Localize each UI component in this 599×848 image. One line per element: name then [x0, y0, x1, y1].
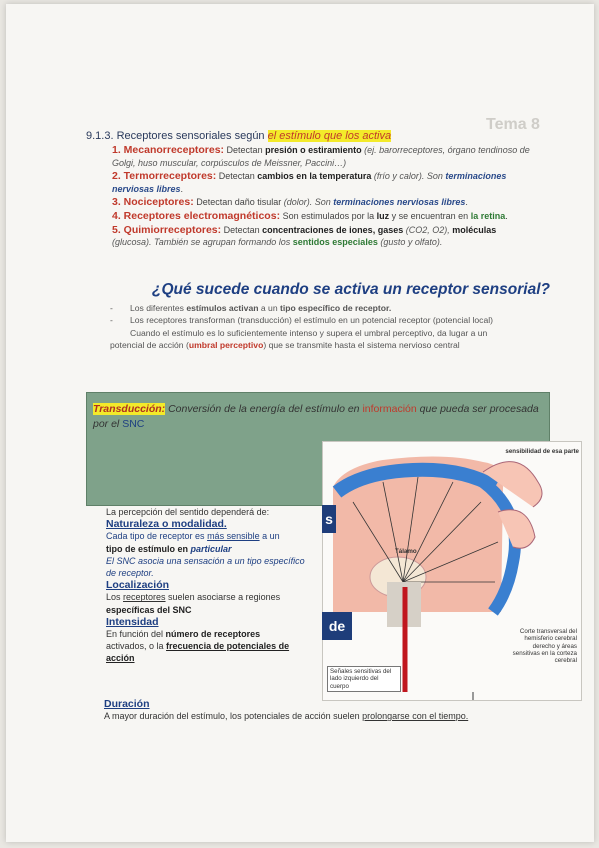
- duration-text: A mayor duración del estímulo, los potenciales de acción suelen prolongarse con el tiempo.: [104, 711, 469, 721]
- subheading-nature: Naturaleza o modalidad.: [106, 518, 227, 531]
- subheading-duration: Duración: [104, 698, 150, 710]
- bullet-list: [110, 302, 520, 351]
- letter-s-box: s: [322, 505, 336, 533]
- nature-note: El SNC asocia una sensación a un tipo específico de receptor.: [106, 555, 305, 579]
- list-item: 4. Receptores electromagnéticos: Son estimulados por la luz y se encuentran en la retina.: [112, 209, 508, 222]
- transduction-text: Transducción: Conversión de la energía del estímulo en información que pueda ser procesada por el SNC: [93, 403, 539, 430]
- perception-intro: La percepción del sentido dependerá de:: [106, 507, 270, 517]
- list-item: - Los receptores transforman (transducción) el estímulo en un potencial receptor (potencial local): [110, 315, 494, 326]
- section-title: 9.1.3. Receptores sensoriales según el estímulo que los activa: [86, 130, 392, 142]
- list-item: Cuando el estímulo es lo suficientemente intenso y supera el umbral perceptivo, da lugar a un potencial de acción (umbral perceptivo) que se transmite hasta el sistema nervioso central: [110, 327, 488, 350]
- receptor-list: [112, 144, 532, 250]
- question-heading: ¿Qué sucede cuando se activa un receptor sensorial?: [152, 281, 550, 298]
- figure-caption-bottom: Señales sensitivas del lado izquierdo del cuerpo: [327, 666, 401, 692]
- figure-caption-right: Corte transversal del hemisferio cerebral derecho y áreas sensitivas en la corteza cerebral: [512, 628, 577, 665]
- perception-section: La percepción del sentido dependerá de: Naturaleza o modalidad. Cada tipo de receptor es más sensible a un tipo de estímulo en particular El SNC asocia una sensación a un tipo específico de receptor. Localización Los receptores suelen asociarse a regiones específicas del SNC Intensidad En función del número de receptores activados, o la frecuencia de potenciales de acción: [106, 506, 316, 665]
- bleed-through-text: Tema 8: [486, 116, 540, 133]
- subheading-intensity: Intensidad: [106, 615, 159, 628]
- title-highlight: el estímulo que los activa: [267, 130, 392, 142]
- list-item: 1. Mecanorreceptores: Detectan presión o estiramiento (ej. barorreceptores, órgano tendinoso de Golgi, huso muscular, corpúsculos de Meissner, Paccini…): [112, 144, 530, 168]
- subheading-location: Localización: [106, 579, 170, 592]
- list-item: - Los diferentes estímulos activan a un tipo específico de receptor.: [110, 303, 392, 313]
- brain-figure: [322, 441, 582, 701]
- figure-label-top: sensibilidad de esa parte: [505, 448, 579, 455]
- letter-de-box: de: [322, 612, 352, 640]
- face-shape: [498, 510, 535, 548]
- list-item: 2. Termorreceptores: Detectan cambios en la temperatura (frío y calor). Son terminaciones nerviosas libres.: [112, 170, 507, 194]
- list-item: 3. Nociceptores: Detectan daño tisular (dolor). Son terminaciones nerviosas libres.: [112, 196, 468, 209]
- list-item: 5. Quimiorreceptores: Detectan concentraciones de iones, gases (CO2, O2), moléculas (glucosa). También se agrupan formando los sentidos especiales (gusto y olfato).: [112, 223, 497, 248]
- figure-label-thalamus: Tálamo: [395, 548, 417, 555]
